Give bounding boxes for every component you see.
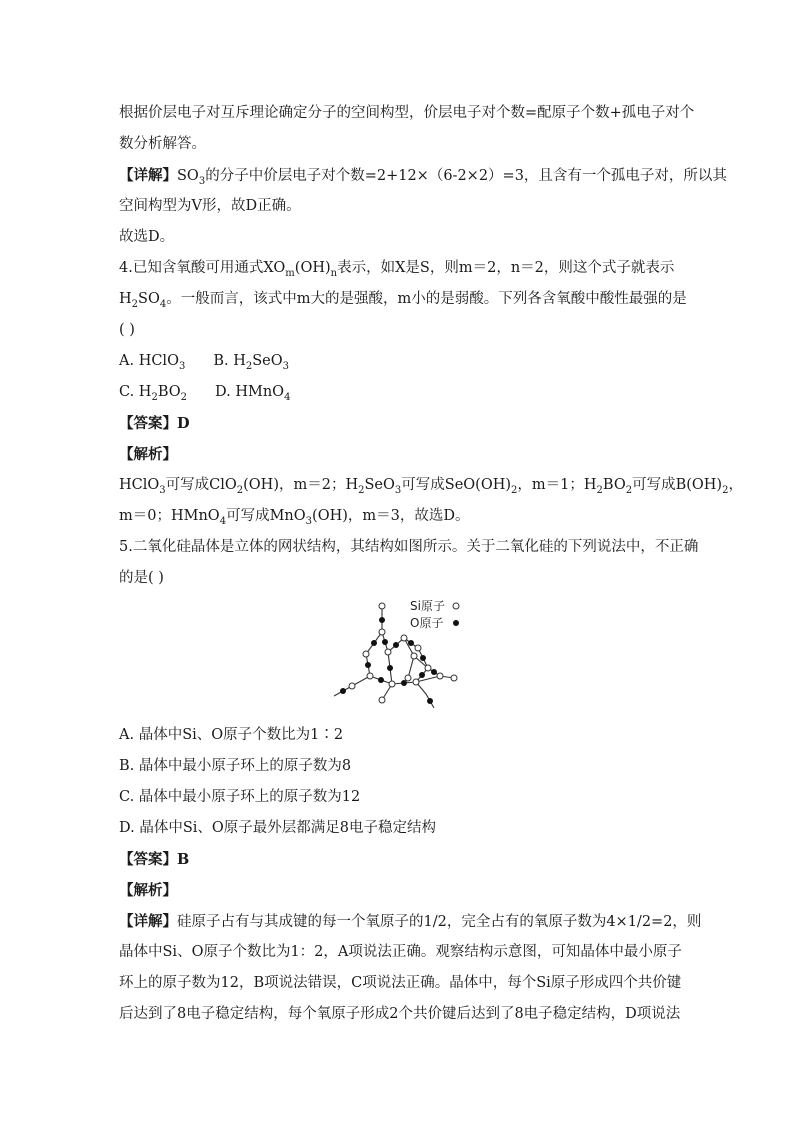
subscript: 3 — [394, 484, 402, 496]
o-atom — [378, 677, 384, 683]
legend-o-marker — [453, 620, 459, 626]
si-atom — [411, 653, 417, 659]
q5-option-a: A. 晶体中Si、O原子个数比为1∶2 — [119, 727, 344, 743]
si-atom — [379, 697, 385, 703]
subscript: 2 — [511, 484, 518, 496]
si-atom — [367, 673, 373, 679]
q5-analysis-label: 【解析】 — [119, 882, 177, 899]
subscript: 2 — [245, 360, 253, 372]
detail-text: 硅原子占有与其成键的每一个氧原子的1/2，完全占有的氧原子数为4×1/2=2，则 — [177, 914, 702, 930]
detail-conclusion: 故选D。 — [119, 229, 175, 245]
si-atom — [385, 649, 391, 655]
analysis-text: 可写成MnO — [226, 508, 306, 524]
si-atom — [389, 681, 395, 687]
q4-options-row-2 — [119, 377, 679, 408]
q4-option-b — [213, 346, 289, 377]
o-atom — [427, 698, 433, 704]
option-text: A. HClO — [119, 353, 179, 369]
q4-text: 表示，如X是S，则m＝2，n＝2，则这个式子就表示 — [337, 260, 675, 276]
q4-text: 。一般而言，该式中m大的是强酸，m小的是弱酸。下列各含氧酸中酸性最强的是 — [166, 291, 687, 307]
subscript: 3 — [282, 360, 290, 372]
si-atom — [425, 665, 431, 671]
legend-si-marker — [453, 603, 459, 609]
q4-answer: 【答案】D — [119, 415, 190, 432]
q5-detail-line-3: 环上的原子数为12，B项说法错误，C项说法正确。晶体中，每个Si原子形成四个共价键 — [119, 975, 682, 991]
o-atom — [365, 662, 371, 668]
q4-text: (OH) — [294, 260, 331, 276]
q5-option-c: C. 晶体中最小原子环上的原子数为12 — [119, 789, 361, 805]
q4-option-d — [215, 377, 290, 408]
analysis-text: HClO — [119, 477, 160, 493]
legend-si-label: Si原子 — [410, 599, 445, 613]
si-atom — [405, 675, 411, 681]
o-atom — [340, 688, 346, 694]
subscript: 2 — [625, 484, 633, 496]
detail-label: 【详解】 — [119, 913, 177, 930]
si-atom — [451, 675, 457, 681]
q5-detail-line-2: 晶体中Si、O原子个数比为1：2，A项说法正确。观察结构示意图，可知晶体中最小原子 — [119, 944, 682, 960]
q4-stem-line-3: ( ) — [119, 322, 135, 338]
subscript: 2 — [358, 484, 365, 496]
subscript: 2 — [722, 484, 729, 496]
analysis-text: ， — [728, 477, 743, 493]
option-text: C. H — [119, 384, 152, 400]
si-atom — [363, 651, 369, 657]
o-atom — [371, 640, 377, 646]
subscript: 3 — [305, 515, 313, 527]
q5-detail-line-1 — [119, 906, 702, 937]
q5-stem-line-1: 5.二氧化硅晶体是立体的网状结构，其结构如图所示。关于二氧化硅的下列说法中，不正确 — [119, 539, 699, 555]
option-text: BO — [157, 384, 181, 400]
q4-text: 4.已知含氧酸可用通式XO — [119, 260, 286, 276]
q5-option-d: D. 晶体中Si、O原子最外层都满足8电子稳定结构 — [119, 820, 437, 836]
subscript: 2 — [131, 298, 139, 310]
subscript: 4 — [159, 298, 167, 310]
option-text: SeO — [252, 353, 283, 369]
q4-analysis-line-1 — [119, 470, 743, 501]
subscript: n — [330, 267, 338, 279]
intro-line-1: 根据价层电子对互斥理论确定分子的空间构型，价层电子对个数=配原子个数+孤电子对个 — [119, 105, 695, 121]
analysis-text: 可写成B(OH) — [632, 477, 723, 493]
analysis-text: 可写成ClO — [165, 477, 237, 493]
q4-analysis-label: 【解析】 — [119, 446, 177, 463]
q4-options-row-1 — [119, 346, 679, 377]
subscript: 2 — [151, 391, 158, 403]
option-text: B. H — [213, 353, 246, 369]
o-atom — [431, 669, 437, 675]
analysis-text: (OH)，m＝3，故选D。 — [312, 508, 470, 524]
analysis-text: SeO — [364, 477, 395, 493]
sio2-structure-diagram — [330, 596, 470, 712]
si-atom — [415, 645, 421, 651]
subscript: 4 — [284, 391, 291, 403]
detail-text: SO — [177, 168, 199, 184]
o-atom — [408, 640, 414, 646]
analysis-text: 可写成SeO(OH) — [401, 477, 512, 493]
si-atom — [349, 683, 355, 689]
q4-option-c — [119, 377, 187, 408]
subscript: 4 — [219, 515, 227, 527]
detail-line-1 — [119, 160, 727, 191]
si-atom — [413, 679, 419, 685]
o-atom — [420, 655, 426, 661]
si-atom — [379, 603, 385, 609]
analysis-text: BO — [602, 477, 626, 493]
detail-line-2: 空间构型为V形，故D正确。 — [119, 198, 301, 214]
si-atom — [379, 629, 385, 635]
subscript: 2 — [180, 391, 188, 403]
intro-line-2: 数分析解答。 — [119, 136, 206, 152]
q5-answer: 【答案】B — [119, 851, 190, 868]
detail-text: 的分子中价层电子对个数=2+12×（6-2×2）=3，且含有一个孤电子对，所以其 — [205, 168, 727, 184]
si-atom — [437, 673, 443, 679]
subscript: 3 — [159, 484, 166, 496]
analysis-text: m＝0；HMnO — [119, 508, 220, 524]
q5-detail-line-4: 后达到了8电子稳定结构，每个氧原子形成2个共价键后达到了8电子稳定结构，D项说法 — [119, 1006, 681, 1022]
q5-option-b: B. 晶体中最小原子环上的原子数为8 — [119, 758, 352, 774]
document-page — [119, 98, 743, 1030]
o-atom — [382, 639, 388, 645]
q4-analysis-line-2 — [119, 501, 679, 532]
analysis-text: ，m＝1；H — [517, 477, 597, 493]
q4-option-a — [119, 346, 185, 377]
analysis-text: (OH)，m＝2；H — [243, 477, 359, 493]
subscript: 2 — [596, 484, 603, 496]
si-atom — [401, 635, 407, 641]
q4-text: H — [119, 291, 132, 307]
subscript: 2 — [236, 484, 244, 496]
q4-text: SO — [138, 291, 160, 307]
subscript: 3 — [178, 360, 186, 372]
o-atom — [379, 617, 385, 623]
legend-o-label: O原子 — [410, 616, 444, 630]
o-atom — [387, 665, 393, 671]
o-atom — [393, 642, 399, 648]
subscript: 3 — [198, 175, 206, 187]
detail-label: 【详解】 — [119, 167, 177, 184]
sio2-structure-figure — [330, 596, 470, 712]
option-text: D. HMnO — [215, 384, 285, 400]
o-atom — [419, 672, 425, 678]
q4-stem-line-1 — [119, 253, 679, 284]
subscript: m — [285, 267, 295, 279]
q4-stem-line-2 — [119, 284, 687, 315]
q5-stem-line-2: 的是( ) — [119, 570, 164, 586]
